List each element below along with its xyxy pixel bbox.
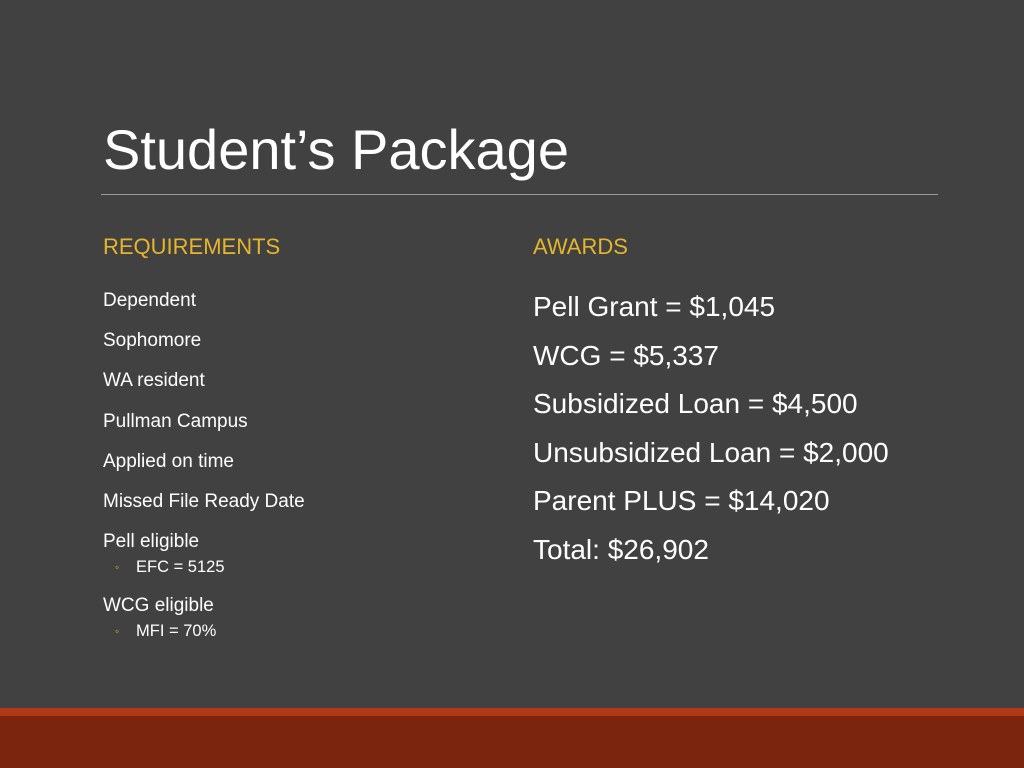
hollow-bullet-icon: ◦ — [115, 624, 120, 639]
requirement-item: Dependent — [103, 290, 196, 311]
requirement-item: Sophomore — [103, 330, 202, 352]
slide-title: Student’s Package — [103, 118, 569, 181]
requirement-item: Missed File Ready Date — [103, 490, 305, 512]
hollow-bullet-icon: ◦ — [115, 560, 120, 575]
footer-band — [0, 708, 1024, 768]
requirement-item: WA resident — [103, 370, 205, 392]
requirements-list — [103, 288, 483, 657]
awards-list — [533, 283, 993, 574]
award-item: Unsubsidized Loan = $2,000 — [533, 436, 889, 468]
requirement-item: Pell eligible — [103, 531, 200, 553]
award-item: Pell Grant = $1,045 — [533, 291, 776, 322]
requirement-subitem — [103, 555, 483, 579]
footer-accent-line — [0, 708, 1024, 716]
requirement-subitem — [103, 619, 483, 643]
award-item: Subsidized Loan = $4,500 — [533, 388, 858, 419]
requirement-item: Pullman Campus — [103, 410, 248, 432]
title-divider — [101, 194, 938, 195]
awards-heading: AWARDS — [533, 234, 628, 259]
award-item: WCG = $5,337 — [533, 339, 719, 371]
pell-eligible-group — [103, 529, 483, 579]
wcg-eligible-group — [103, 593, 483, 643]
requirements-heading: REQUIREMENTS — [103, 234, 281, 259]
requirement-item: WCG eligible — [103, 595, 214, 617]
award-total: Total: $26,902 — [533, 533, 709, 565]
requirement-item: Applied on time — [103, 450, 234, 472]
mfi-value: MFI = 70% — [136, 622, 217, 641]
efc-value: EFC = 5125 — [136, 558, 225, 577]
award-item: Parent PLUS = $14,020 — [533, 485, 830, 516]
